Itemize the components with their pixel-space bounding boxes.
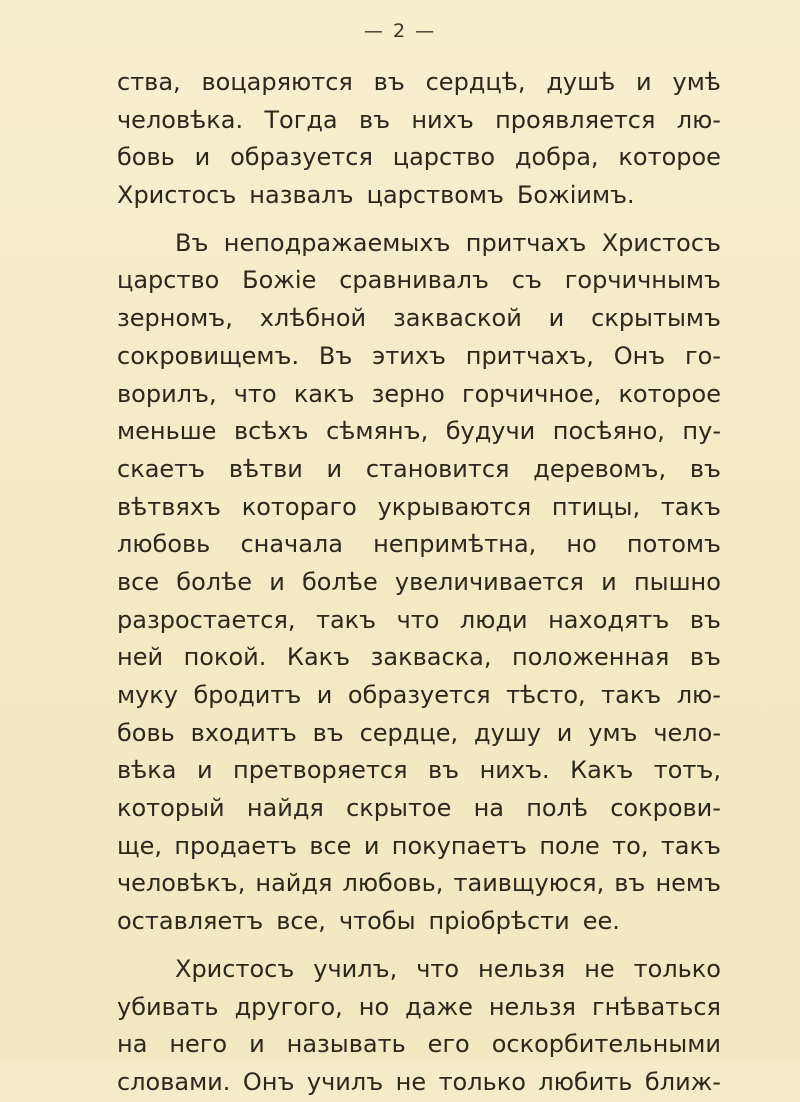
text-line — [117, 489, 721, 527]
word: сердце, — [359, 718, 459, 747]
paragraph-gap — [117, 215, 721, 225]
word: и — [196, 756, 213, 785]
word: въ — [373, 68, 405, 96]
text-line — [117, 139, 721, 177]
word: училъ, — [313, 954, 398, 983]
word: и — [316, 681, 333, 709]
word: найдя — [246, 794, 324, 823]
word: умѣ — [672, 68, 721, 96]
word: которое — [618, 143, 721, 172]
word: бовь — [117, 718, 175, 747]
word: и — [194, 143, 211, 172]
word: въ — [358, 105, 391, 134]
word: ней — [117, 643, 164, 672]
text-line — [117, 790, 721, 828]
word: царство — [392, 143, 496, 172]
word: даже — [405, 992, 473, 1021]
word: притчахъ, — [465, 341, 594, 370]
word: пу- — [682, 417, 721, 446]
word: горчичное, — [461, 379, 602, 408]
word: любить — [538, 1067, 633, 1096]
word: разростается, — [117, 605, 296, 634]
word: все — [309, 831, 352, 860]
word: претворяется — [233, 756, 408, 785]
word: душѣ — [546, 68, 616, 96]
word: Какъ — [286, 643, 351, 672]
word: чело- — [653, 718, 721, 747]
word: птицы, — [551, 492, 641, 521]
word: ближ- — [644, 1067, 721, 1096]
word: скаетъ — [117, 454, 206, 483]
word: скрытое — [346, 794, 452, 823]
word: въ — [312, 718, 344, 747]
word: Божіимъ. — [516, 181, 635, 210]
word: все, — [276, 907, 326, 936]
word: положенная — [512, 643, 670, 672]
word: такъ — [660, 831, 721, 860]
word: покой. — [183, 643, 267, 672]
word: деревомъ, — [533, 454, 667, 483]
word: чтобы — [338, 907, 416, 936]
word: бовь — [117, 143, 175, 172]
page-number: — 2 — — [363, 20, 437, 42]
word: закваска, — [370, 643, 492, 672]
word: потомъ — [626, 530, 721, 559]
word: будучи — [445, 417, 536, 446]
word: меньше — [117, 417, 217, 446]
word: царство — [117, 266, 220, 295]
text-line — [117, 102, 721, 140]
word: продаетъ — [174, 831, 297, 860]
word: покупаетъ — [391, 831, 527, 860]
word: что — [416, 954, 460, 983]
word: которое — [618, 379, 721, 408]
word: образуется — [230, 143, 373, 172]
word: оскорбительными — [491, 1030, 721, 1059]
word: Въ — [318, 341, 353, 370]
word: и — [548, 304, 565, 333]
word: этихъ — [372, 341, 446, 370]
text-line — [117, 1026, 721, 1064]
word: что — [396, 605, 440, 634]
body-text — [117, 64, 721, 1102]
word: ще, — [117, 831, 162, 860]
word: неподражаемыхъ — [223, 228, 451, 257]
word: Христосъ — [117, 181, 237, 210]
word: на — [473, 794, 504, 823]
word: и — [601, 567, 617, 596]
word: умъ — [588, 718, 638, 747]
text-line — [117, 413, 721, 451]
word: въ — [614, 869, 646, 898]
word: ства, — [117, 68, 181, 96]
word: въ — [689, 605, 721, 634]
word: въ — [689, 643, 721, 672]
word: находятъ — [548, 605, 670, 634]
word: добра, — [514, 143, 599, 172]
word: вѣка — [117, 756, 177, 785]
word: не — [395, 1067, 427, 1096]
word: какъ — [293, 379, 355, 408]
word: Онъ — [613, 341, 666, 370]
text-line — [117, 715, 721, 753]
word: бродитъ — [193, 681, 302, 709]
word: сравнивалъ — [339, 266, 489, 295]
text-line — [117, 602, 721, 640]
word: лю- — [676, 105, 721, 134]
word: люди — [459, 605, 528, 634]
word: болѣе — [176, 567, 253, 596]
text-line — [117, 451, 721, 489]
word: Тогда — [264, 105, 338, 134]
paragraph — [117, 951, 721, 1102]
word: нихъ. — [479, 756, 550, 785]
word: Христосъ — [601, 228, 721, 257]
word: царствомъ — [366, 181, 504, 210]
text-line — [117, 677, 721, 715]
word: поле — [539, 831, 600, 860]
text-line — [117, 989, 721, 1027]
word: но — [358, 992, 390, 1021]
word: на — [117, 1030, 148, 1059]
word: вѣтвяхъ — [117, 492, 221, 521]
word: котораго — [241, 492, 357, 521]
word: него — [169, 1030, 228, 1059]
word: любовь — [117, 530, 211, 559]
word: человѣка. — [117, 105, 244, 134]
word: назвалъ — [249, 181, 354, 210]
word: любовь, — [342, 869, 444, 898]
word: въ — [428, 756, 460, 785]
word: сердцѣ, — [425, 68, 526, 96]
word: не — [584, 954, 615, 983]
word: человѣкъ, — [117, 869, 246, 898]
word: его — [427, 1030, 470, 1059]
word: увеличивается — [394, 567, 584, 596]
text-line — [117, 225, 721, 263]
text-line — [117, 865, 721, 903]
word: воцаряются — [201, 68, 353, 96]
word: оставляетъ — [117, 907, 264, 936]
word: Въ — [175, 228, 209, 257]
text-line — [117, 262, 721, 300]
word: входитъ — [190, 718, 297, 747]
word: который — [117, 794, 225, 823]
word: хлѣбной — [259, 304, 367, 333]
text-line — [117, 1064, 721, 1102]
word: лю- — [676, 681, 721, 709]
word: притчахъ — [465, 228, 587, 257]
word: сокрови- — [610, 794, 721, 823]
word: болѣе — [302, 567, 378, 596]
word: укрываются — [377, 492, 532, 521]
word: Христосъ — [175, 954, 295, 983]
text-line — [117, 951, 721, 989]
word: другого, — [234, 992, 343, 1021]
word: и — [269, 567, 285, 596]
word: сначала — [240, 530, 343, 559]
word: что — [233, 379, 277, 408]
text-line — [117, 526, 721, 564]
word: и — [249, 1030, 265, 1059]
word: въ — [689, 454, 721, 483]
word: съ — [511, 266, 542, 295]
word: образуется — [347, 681, 491, 709]
word: гнѣваться — [591, 992, 721, 1021]
word: вѣтви — [228, 454, 303, 483]
word: но — [566, 530, 597, 559]
paragraph — [117, 64, 721, 215]
word: нельзя — [478, 954, 566, 983]
word: то, — [612, 831, 649, 860]
word: сокровищемъ. — [117, 341, 300, 370]
word: и — [556, 718, 573, 747]
word: нихъ — [411, 105, 474, 134]
word: проявляется — [495, 105, 656, 134]
word: только — [633, 954, 721, 983]
word: и — [636, 68, 652, 96]
text-line — [117, 376, 721, 414]
text-line — [117, 639, 721, 677]
word: называть — [286, 1030, 406, 1059]
word: все — [117, 567, 160, 596]
word: зерномъ, — [117, 304, 233, 333]
word: полѣ — [526, 794, 589, 823]
word: ее. — [582, 907, 620, 936]
word: и — [326, 454, 343, 483]
word: такъ — [315, 605, 377, 634]
word: тѣсто, — [506, 681, 586, 709]
paragraph-gap — [117, 941, 721, 951]
word: пріобрѣсти — [428, 907, 570, 936]
word: закваской — [393, 304, 522, 333]
word: скрытымъ — [591, 304, 721, 333]
text-line — [117, 177, 721, 215]
word: таивщуюся, — [453, 869, 605, 898]
word: нельзя — [488, 992, 576, 1021]
text-line — [117, 903, 721, 941]
word: немъ — [655, 869, 721, 898]
word: пышно — [633, 567, 721, 596]
word: Божіе — [242, 266, 317, 295]
text-line — [117, 300, 721, 338]
word: всѣхъ — [233, 417, 309, 446]
paragraph — [117, 225, 721, 941]
word: такъ — [601, 681, 662, 709]
word: ворилъ, — [117, 379, 217, 408]
word: убивать — [117, 992, 219, 1021]
word: горчичнымъ — [564, 266, 721, 295]
word: становится — [365, 454, 510, 483]
word: и — [363, 831, 380, 860]
word: сѣмянъ, — [326, 417, 429, 446]
word: непримѣтна, — [373, 530, 537, 559]
word: словами. — [117, 1067, 231, 1096]
word: зерно — [371, 379, 445, 408]
word: такъ — [660, 492, 721, 521]
word: посѣяно, — [552, 417, 665, 446]
word: только — [438, 1067, 526, 1096]
word: Онъ — [242, 1067, 295, 1096]
word: училъ — [306, 1067, 384, 1096]
text-line — [117, 752, 721, 790]
word: го- — [685, 341, 721, 370]
text-line — [117, 338, 721, 376]
text-line — [117, 828, 721, 866]
word: тотъ, — [653, 756, 721, 785]
word: Какъ — [570, 756, 634, 785]
word: душу — [473, 718, 541, 747]
word: найдя — [255, 869, 333, 898]
text-line — [117, 64, 721, 102]
text-line — [117, 564, 721, 602]
word: муку — [117, 681, 179, 709]
